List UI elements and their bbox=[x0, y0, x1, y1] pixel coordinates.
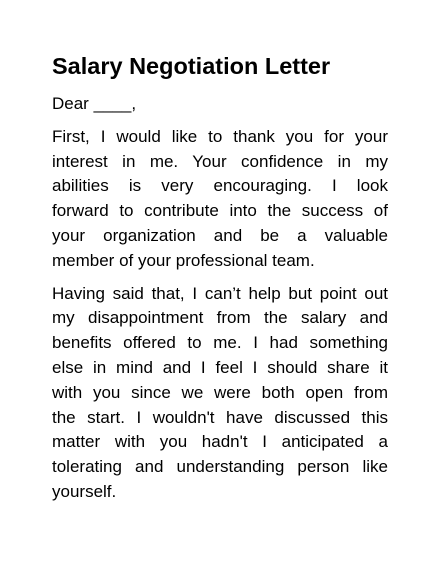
paragraph-line: interest in me. Your confidence in my bbox=[52, 151, 388, 171]
paragraph-line: else in mind and I feel I should share it bbox=[52, 357, 388, 377]
paragraph-line: yourself. bbox=[52, 481, 117, 501]
paragraph-line: with you since we were both open from bbox=[52, 382, 388, 402]
letter-salutation: Dear ____, bbox=[52, 94, 137, 113]
paragraph-line: the start. I wouldn't have discussed this bbox=[52, 407, 388, 427]
paragraph-line: your organization and be a valuable bbox=[52, 225, 388, 245]
letter-paragraph-2 bbox=[52, 282, 388, 505]
paragraph-line: my disappointment from the salary and bbox=[52, 308, 388, 328]
paragraph-line: abilities is very encouraging. I look bbox=[52, 176, 388, 196]
paragraph-line: member of your professional team. bbox=[52, 250, 315, 270]
paragraph-line: benefits offered to me. I had something bbox=[52, 333, 388, 353]
paragraph-line: Having said that, I can’t help but point out bbox=[52, 283, 388, 303]
paragraph-line: forward to contribute into the success of bbox=[52, 201, 388, 221]
letter-paragraph-1 bbox=[52, 125, 388, 274]
paragraph-line: First, I would like to thank you for your bbox=[52, 126, 388, 146]
letter-title: Salary Negotiation Letter bbox=[52, 53, 331, 79]
paragraph-line: tolerating and understanding person like bbox=[52, 457, 388, 477]
paragraph-line: matter with you hadn't I anticipated a bbox=[52, 432, 388, 452]
letter-page bbox=[52, 50, 388, 513]
